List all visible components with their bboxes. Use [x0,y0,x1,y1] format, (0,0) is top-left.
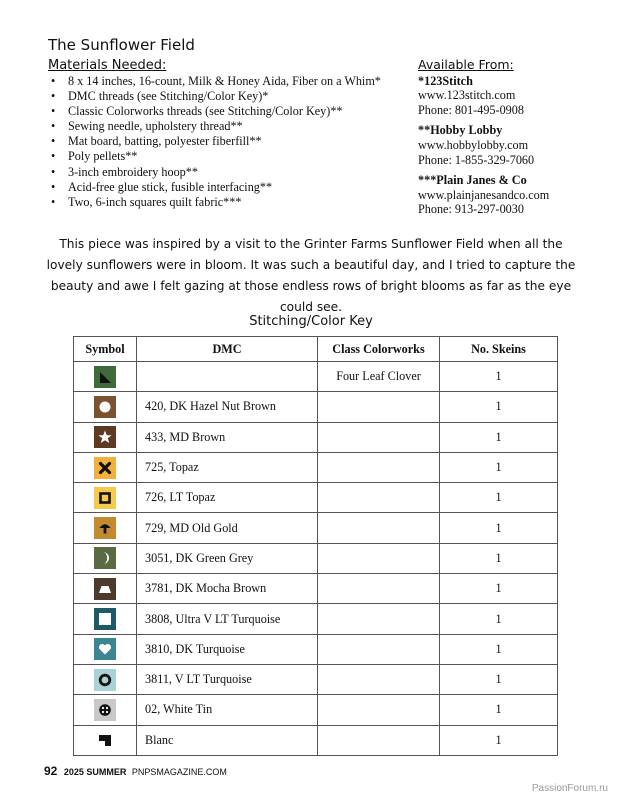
dmc-cell: 420, DK Hazel Nut Brown [137,392,318,422]
symbol-cell [74,634,137,664]
colorworks-cell [318,574,440,604]
colorworks-cell [318,664,440,694]
symbol-cell [74,604,137,634]
crescent-icon [94,547,116,569]
list-item: • Two, 6-inch squares quilt fabric*** [48,195,381,210]
skeins-cell: 1 [440,543,558,573]
table-row [74,695,558,725]
header-colorworks: Class Colorworks [318,337,440,362]
store-phone: Phone: 801-495-0908 [418,102,524,117]
available-heading: Available From: [418,57,514,72]
symbol-cell [74,362,137,392]
dmc-cell: 729, MD Old Gold [137,513,318,543]
list-item: • Poly pellets** [48,149,381,164]
header-symbol: Symbol [74,337,137,362]
store-name: *123Stitch [418,73,473,88]
table-row [74,664,558,694]
table-header-row [74,337,558,362]
colorworks-cell: Four Leaf Clover [318,362,440,392]
dmc-cell: 3781, DK Mocha Brown [137,574,318,604]
intro-paragraph: This piece was inspired by a visit to the Grinter Farms Sunflower Field when all the lovely sunflowers were in bloom. It was such a beautiful day, and I tried to capture the beauty and awe I felt gazing at those endless rows of bright blooms as far as the eye could see. [46,237,576,314]
colorworks-cell [318,695,440,725]
color-key-title: Stitching/Color Key [249,314,373,329]
dmc-cell: 02, White Tin [137,695,318,725]
table-row [74,483,558,513]
symbol-cell [74,392,137,422]
skeins-cell: 1 [440,392,558,422]
header-dmc: DMC [137,337,318,362]
star-icon [94,426,116,448]
colorworks-cell [318,604,440,634]
dmc-cell: 3810, DK Turquoise [137,634,318,664]
symbol-cell [74,725,137,755]
table-row [74,604,558,634]
page-title: The Sunflower Field [48,36,195,54]
header-skeins: No. Skeins [440,337,558,362]
page-footer [44,764,227,778]
colorworks-cell [318,725,440,755]
store-web: www.123stitch.com [418,88,516,103]
skeins-cell: 1 [440,362,558,392]
symbol-cell [74,513,137,543]
color-key-table [73,336,558,756]
skeins-cell: 1 [440,452,558,482]
magazine-site: PNPSMAGAZINE.COM [131,767,227,777]
store-name: ***Plain Janes & Co [418,173,527,188]
table-row [74,452,558,482]
symbol-cell [74,452,137,482]
button-icon [94,699,116,721]
table-row [74,725,558,755]
dmc-cell: 3811, V LT Turquoise [137,664,318,694]
triangle-icon [94,366,116,388]
mushroom-icon [94,517,116,539]
store-123stitch [418,74,549,118]
watermark: PassionForum.ru [531,783,608,794]
list-item: • DMC threads (see Stitching/Color Key)* [48,89,381,104]
store-phone: Phone: 1-855-329-7060 [418,152,535,167]
skeins-cell: 1 [440,422,558,452]
table-row [74,543,558,573]
dmc-cell [137,362,318,392]
table-row [74,513,558,543]
table-row [74,574,558,604]
dmc-cell: 3808, Ultra V LT Turquoise [137,604,318,634]
symbol-cell [74,664,137,694]
skeins-cell: 1 [440,483,558,513]
skeins-cell: 1 [440,574,558,604]
colorworks-cell [318,483,440,513]
heart-icon [94,638,116,660]
skeins-cell: 1 [440,513,558,543]
table-row [74,362,558,392]
list-item: • 3-inch embroidery hoop** [48,165,381,180]
list-item: • Sewing needle, upholstery thread** [48,119,381,134]
list-item: • 8 x 14 inches, 16-count, Milk & Honey Aida, Fiber on a Whim* [48,74,381,89]
list-item: • Mat board, batting, polyester fiberfill** [48,134,381,149]
symbol-cell [74,422,137,452]
x-icon [94,457,116,479]
color-key-body [74,362,558,756]
colorworks-cell [318,634,440,664]
page-number: 92 [44,764,58,778]
store-web: www.plainjanesandco.com [418,187,550,202]
skeins-cell: 1 [440,695,558,725]
symbol-cell [74,483,137,513]
symbol-cell [74,695,137,725]
dome-icon [94,578,116,600]
skeins-cell: 1 [440,725,558,755]
symbol-cell [74,543,137,573]
dmc-cell: 726, LT Topaz [137,483,318,513]
symbol-cell [74,574,137,604]
colorworks-cell [318,452,440,482]
store-plain-janes [418,173,549,217]
available-from [418,58,549,223]
dmc-cell: Blanc [137,725,318,755]
circle-icon [94,396,116,418]
skeins-cell: 1 [440,604,558,634]
issue-label: 2025 SUMMER [63,767,127,777]
colorworks-cell [318,392,440,422]
table-row [74,422,558,452]
store-phone: Phone: 913-297-0030 [418,202,524,217]
store-web: www.hobbylobby.com [418,137,529,152]
colorworks-cell [318,543,440,573]
list-item: • Classic Colorworks threads (see Stitching/Color Key)** [48,104,381,119]
store-name: **Hobby Lobby [418,123,503,138]
colorworks-cell [318,422,440,452]
colorworks-cell [318,513,440,543]
ring-icon [94,669,116,691]
square-white-icon [94,608,116,630]
dmc-cell: 3051, DK Green Grey [137,543,318,573]
store-hobby-lobby [418,123,549,167]
skeins-cell: 1 [440,634,558,664]
dmc-cell: 725, Topaz [137,452,318,482]
skeins-cell: 1 [440,664,558,694]
corner-icon [94,729,116,751]
materials-list [48,74,381,210]
dmc-cell: 433, MD Brown [137,422,318,452]
materials-heading: Materials Needed: [48,58,167,73]
table-row [74,392,558,422]
table-row [74,634,558,664]
square-outline-icon [94,487,116,509]
list-item: • Acid-free glue stick, fusible interfacing** [48,180,381,195]
